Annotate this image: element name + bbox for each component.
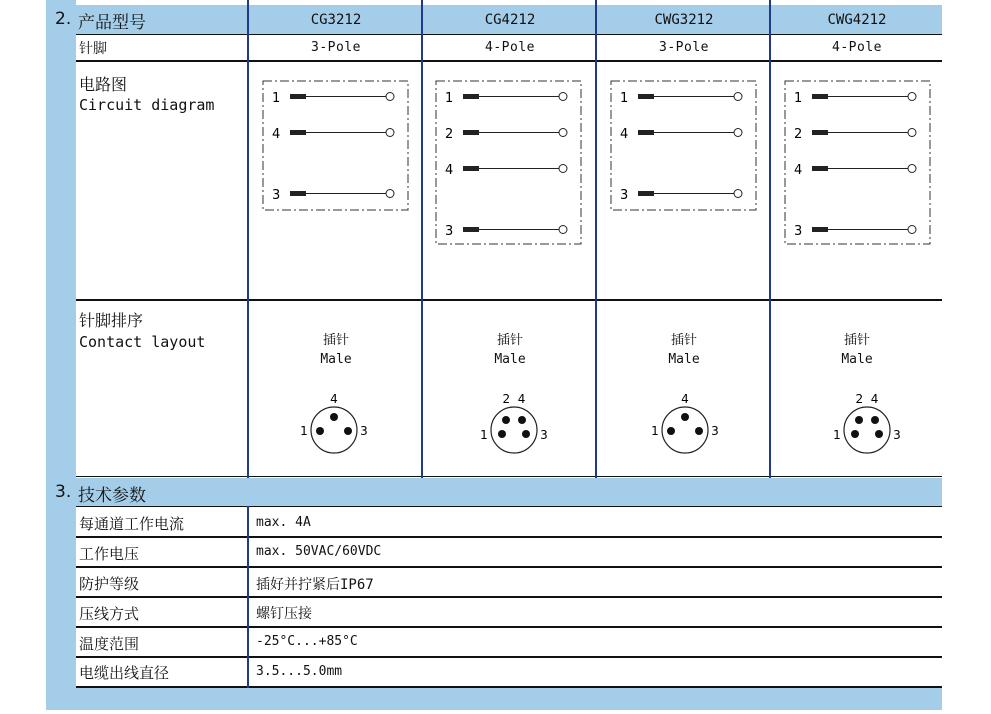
contact-face-4pole: [827, 390, 907, 460]
svg-text:4: 4: [681, 392, 689, 406]
contact-face-4pole: [474, 390, 554, 460]
section3-title: 技术参数: [78, 486, 146, 506]
row-divider: [76, 476, 942, 477]
param-label: 工作电压: [79, 545, 140, 563]
contact-type: 插针 Male: [841, 333, 873, 367]
param-value: max. 4A: [256, 515, 311, 530]
param-label: 每通道工作电流: [79, 515, 185, 533]
pin-number: 1: [794, 91, 803, 106]
circuit-label-en: Circuit diagram: [79, 96, 215, 114]
model-name: CG3212: [310, 12, 362, 28]
column-divider: [247, 506, 249, 688]
svg-text:2 4: 2 4: [855, 392, 879, 406]
pin-label: 针脚: [79, 41, 107, 57]
column-divider: [595, 0, 597, 478]
svg-text:1: 1: [300, 424, 308, 438]
pin-number: 3: [794, 224, 803, 239]
model-name: CWG3212: [654, 12, 714, 28]
row-divider: [76, 626, 942, 628]
param-label: 防护等级: [79, 575, 140, 593]
param-value: max. 50VAC/60VDC: [256, 544, 382, 559]
pin-number: 2: [445, 127, 454, 142]
pole-count: 4-Pole: [832, 40, 882, 55]
section2-title: 产品型号: [78, 13, 146, 33]
svg-text:1: 1: [833, 428, 841, 442]
pin-number: 3: [272, 188, 281, 203]
pole-count: 3-Pole: [659, 40, 709, 55]
param-value: 3.5...5.0mm: [256, 664, 343, 679]
pin-number: 3: [445, 224, 454, 239]
circuit-label-cn: 电路图: [79, 75, 128, 94]
svg-text:1: 1: [480, 428, 488, 442]
row-divider: [76, 566, 942, 568]
pin-number: 1: [620, 91, 629, 106]
model-name: CG4212: [484, 12, 536, 28]
svg-text:3: 3: [360, 424, 368, 438]
row-divider: [76, 656, 942, 658]
pin-number: 3: [620, 188, 629, 203]
pin-number: 2: [794, 127, 803, 142]
circuit-diagram: [784, 80, 932, 246]
column-divider: [769, 0, 771, 478]
contact-type: 插针 Male: [494, 333, 526, 367]
pole-count: 4-Pole: [485, 40, 535, 55]
param-value: -25°C...+85°C: [256, 634, 358, 649]
section2-number: 2.: [55, 9, 72, 29]
row-divider: [76, 34, 942, 35]
row-divider: [76, 686, 942, 688]
svg-text:3: 3: [711, 424, 719, 438]
circuit-diagram: [435, 80, 583, 246]
param-label: 压线方式: [79, 605, 140, 623]
contact-face-3pole: [645, 390, 725, 460]
param-label: 温度范围: [79, 635, 140, 653]
pin-number: 4: [620, 127, 629, 142]
column-divider: [421, 0, 423, 478]
bottom-band: [46, 688, 942, 710]
row-divider: [76, 299, 942, 301]
row-divider: [76, 60, 942, 62]
contact-type: 插针 Male: [668, 333, 700, 367]
pin-number: 4: [272, 127, 281, 142]
svg-text:1: 1: [651, 424, 659, 438]
circuit-diagram: [610, 80, 758, 212]
pin-number: 1: [272, 91, 281, 106]
left-sidebar-band: [46, 0, 76, 710]
svg-text:3: 3: [893, 428, 901, 442]
svg-text:3: 3: [540, 428, 548, 442]
row-divider: [76, 596, 942, 598]
pole-count: 3-Pole: [311, 40, 361, 55]
row-divider: [76, 506, 942, 507]
svg-text:2 4: 2 4: [502, 392, 526, 406]
contact-face-3pole: [294, 390, 374, 460]
section3-header-band: [76, 478, 942, 506]
param-value: 螺钉压接: [256, 606, 312, 622]
row-divider: [76, 536, 942, 538]
circuit-diagram: [262, 80, 410, 212]
param-value: 插好并拧紧后IP67: [256, 577, 374, 593]
contact-label-en: Contact layout: [79, 333, 206, 351]
pin-number: 4: [445, 163, 454, 178]
contact-type: 插针 Male: [320, 333, 352, 367]
column-divider: [247, 0, 249, 478]
pin-number: 1: [445, 91, 454, 106]
svg-text:4: 4: [330, 392, 338, 406]
section3-number: 3.: [55, 482, 72, 502]
model-name: CWG4212: [827, 12, 887, 28]
pin-number: 4: [794, 163, 803, 178]
param-label: 电缆出线直径: [79, 664, 170, 682]
contact-label-cn: 针脚排序: [79, 311, 144, 330]
